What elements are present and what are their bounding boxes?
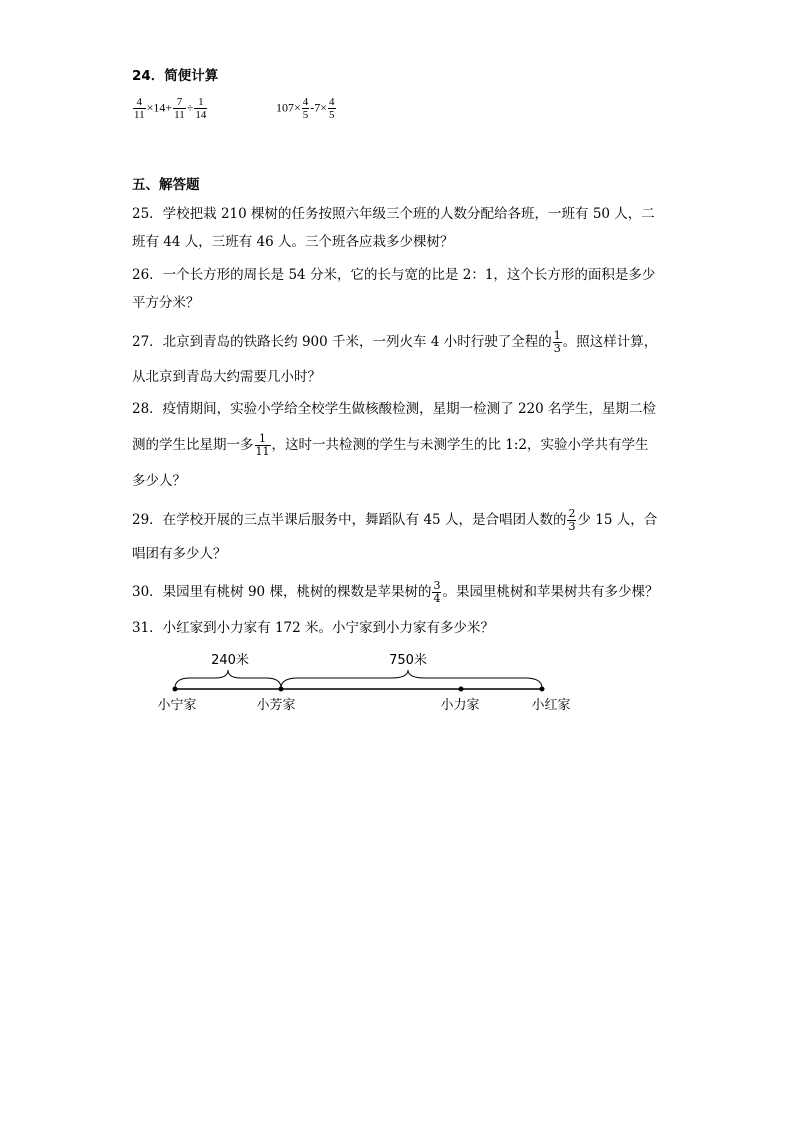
fraction: $\frac{1}{11}$: [255, 432, 270, 458]
distance-diagram: [0, 645, 794, 735]
q24-expression-2: 107× $\frac{4}{5}$ -7× $\frac{4}{5}$: [276, 96, 335, 121]
q24-expression-1: $\frac{4}{11}$ ×14+ $\frac{7}{11}$ ÷ $\frac{1}{14}$: [134, 96, 207, 121]
point-xiaoli: [459, 687, 464, 692]
q31-line: 31．小红家到小力家有 172 米。小宁家到小力家有多少米？: [132, 620, 495, 636]
label-xiaoli: 小力家: [440, 698, 480, 713]
segment-label-750: 750米: [389, 653, 427, 668]
fraction: $\frac{7}{11}$: [174, 96, 185, 121]
q27-line-1: 27．北京到青岛的铁路长约 900 千米，一列火车 4 小时行驶了全程的 $\frac{1}{3}$ 。照这样计算，: [132, 329, 658, 355]
fraction: $\frac{4}{11}$: [134, 96, 145, 121]
brace-right: [281, 670, 542, 688]
q25-line-1: 25．学校把栽 210 棵树的任务按照六年级三个班的人数分配给各班，一班有 50 人，二: [132, 206, 655, 222]
label-xiaohong: 小红家: [531, 698, 571, 713]
brace-left: [175, 670, 281, 688]
fraction: $\frac{1}{14}$: [195, 96, 207, 121]
section-title: 五、解答题: [132, 177, 200, 193]
label-xiaoning: 小宁家: [157, 698, 197, 713]
point-xiaofang: [279, 687, 284, 692]
q28-line-2: 测的学生比星期一多 $\frac{1}{11}$ ，这时一共检测的学生与未测学生的比 1:2，实验小学共有学生: [132, 432, 649, 458]
label-xiaofang: 小芳家: [256, 698, 296, 713]
q28-line-1: 28．疫情期间，实验小学给全校学生做核酸检测，星期一检测了 220 名学生，星期二检: [132, 401, 657, 417]
fraction: $\frac{4}{5}$: [329, 96, 335, 121]
q27-line-2: 从北京到青岛大约需要几小时？: [132, 369, 321, 385]
segment-label-240: 240米: [211, 653, 249, 668]
fraction: $\frac{3}{4}$: [433, 579, 441, 605]
fraction: $\frac{4}{5}$: [302, 96, 309, 121]
q28-line-3: 多少人？: [132, 473, 186, 489]
point-xiaoning: [173, 687, 178, 692]
q29-line-2: 唱团有多少人？: [132, 546, 227, 562]
fraction: $\frac{2}{3}$: [568, 507, 576, 533]
q25-line-2: 班有 44 人，三班有 46 人。三个班各应栽多少棵树？: [132, 234, 454, 250]
q29-line-1: 29．在学校开展的三点半课后服务中，舞蹈队有 45 人，是合唱团人数的 $\frac{2}{3}$ 少 15 人，合: [132, 507, 658, 533]
q24-title: 24．简便计算: [132, 68, 219, 84]
fraction: $\frac{1}{3}$: [553, 329, 561, 355]
point-xiaohong: [540, 687, 545, 692]
q26-line-1: 26．一个长方形的周长是 54 分米，它的长与宽的比是 2：1，这个长方形的面积是多少: [132, 267, 656, 283]
q30-line: 30．果园里有桃树 90 棵，桃树的棵数是苹果树的 $\frac{3}{4}$ 。果园里桃树和苹果树共有多少棵？: [132, 579, 659, 605]
q26-line-2: 平方分米？: [132, 295, 200, 311]
